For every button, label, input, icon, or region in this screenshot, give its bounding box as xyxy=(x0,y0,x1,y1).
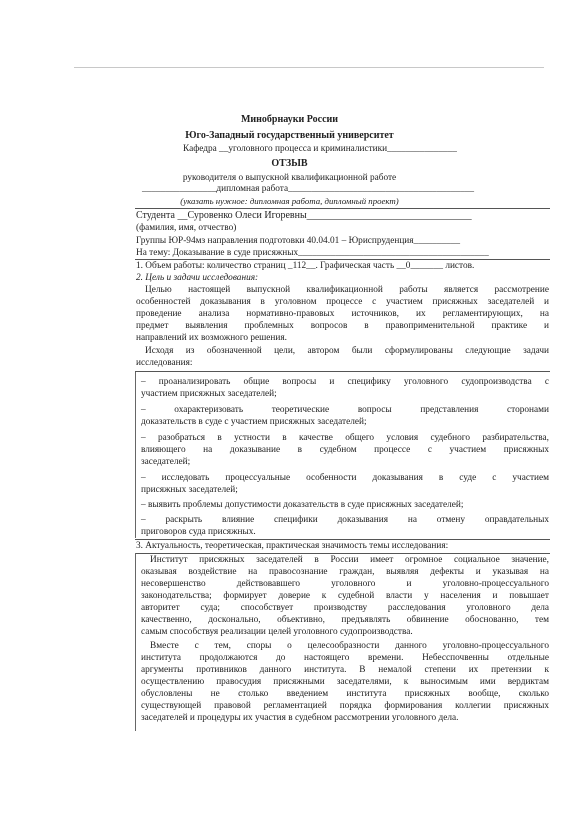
relevance-line: института продолжаются до настоящего времени. Небесспочвенны отдельные xyxy=(141,653,549,663)
divider-line xyxy=(135,553,550,554)
document-title: ОТЗЫВ xyxy=(271,158,308,169)
ministry-name: Минобрнауки России xyxy=(240,114,339,125)
group-line: Группы ЮР-94мз направления подготовки 40.04.01 – Юриспруденция__________ xyxy=(136,236,461,246)
relevance-line: существующей правовой регламентацией порядка формирования коллегии присяжных xyxy=(141,701,549,711)
tasks-intro-line: Исходя из обозначенной цели, автором были сформулированы следующие задачи xyxy=(145,346,549,356)
task-item: доказательств в суде с участием присяжных заседателей; xyxy=(141,417,367,427)
goal-line: Целью настоящей выпускной квалификационной работы является рассмотрение xyxy=(145,285,549,295)
student-name-line: Студента __Суровенко Олеси Игоревны_________________________________ xyxy=(136,210,472,221)
relevance-line: Вместе с тем, споры о целесообразности данного уголовно-процессуального xyxy=(150,641,549,651)
document-subtitle: руководителя о выпускной квалификационной работе xyxy=(182,173,397,183)
divider-line xyxy=(135,371,550,372)
relevance-line: несовершенство действовавшего уголовного и уголовно-процессуального xyxy=(141,579,549,589)
relevance-line: законодательства; формирует доверие к судебной власти у населения и повышает xyxy=(141,591,549,601)
task-item: приговоров суда присяжных. xyxy=(141,527,256,537)
divider-line xyxy=(135,208,550,209)
task-item: – раскрыть влияние специфики доказывания на отмену оправдательных xyxy=(141,515,549,525)
task-item: влияющего на доказывание в судебном процессе с участием присяжных xyxy=(141,445,549,455)
goal-line: проведение анализа нормативно-правовых источников, их регламентирующих, на xyxy=(136,309,549,319)
task-item: – разобраться в устности в качестве общего условия судебного разбирательства, xyxy=(141,433,549,443)
section-2-title: 2. Цель и задачи исследования: xyxy=(136,273,259,283)
relevance-line: Институт присяжных заседателей в России имеет огромное социальное значение, xyxy=(150,555,549,565)
student-name-hint: (фамилия, имя, отчество) xyxy=(136,223,237,233)
section-3-title: 3. Актуальность, теоретическая, практическая значимость темы исследования: xyxy=(136,541,449,551)
relevance-line: осуществлению правосудия присяжными заседателями, к выносимым ими вердиктам xyxy=(141,677,549,687)
relevance-line: обусловлены не столько введением института присяжных вообще, сколько xyxy=(141,689,549,699)
task-item: участием присяжных заседателей; xyxy=(141,389,277,399)
task-item: – проанализировать общие вопросы и специфику уголовного судопроизводства с xyxy=(141,377,549,387)
goal-line: направлений их возможного решения. xyxy=(136,333,287,343)
work-type-line: ________________дипломная работа________________________________________ xyxy=(142,184,475,194)
relevance-line: качественно, досконально, объективно, предъявлять обвинение обоснованно, тем xyxy=(141,615,549,625)
relevance-line: оказывая воздействие на правосознание граждан, выявляя дефекты и указывая на xyxy=(141,567,549,577)
task-item: заседателей; xyxy=(141,457,191,467)
goal-line: предмет выявления проблемных вопросов в правоприменительной практике и xyxy=(136,321,549,331)
relevance-line: авторитет суда; способствует производству расследования уголовного дела xyxy=(141,603,549,613)
tasks-box-border xyxy=(135,372,136,538)
relevance-line: самым способствуя реализации целей уголовного судопроизводства. xyxy=(141,627,413,637)
work-volume-line: 1. Объем работы: количество страниц _112__. Графическая часть __0_______ листов. xyxy=(136,261,475,271)
relevance-line: аргументы противников данного института. В немалой степени их претензии к xyxy=(141,665,549,675)
university-name: Юго-Западный государственный университет xyxy=(185,130,394,141)
tasks-intro-line: исследования: xyxy=(136,358,193,368)
task-item: присяжных заседателей; xyxy=(141,485,238,495)
task-item: – охарактеризовать теоретические вопросы представления сторонами xyxy=(141,405,549,415)
divider-line xyxy=(135,259,550,260)
topic-line: На тему: Доказывание в суде присяжных_________________________________________ xyxy=(136,248,489,258)
department-line: Кафедра __уголовного процесса и криминалистики_______________ xyxy=(183,144,457,154)
work-type-hint: (указать нужное: дипломная работа, дипломный проект) xyxy=(180,196,399,206)
section-3-box-border xyxy=(135,553,136,731)
goal-line: особенностей доказывания в уголовном процессе с участием присяжных заседателей и xyxy=(136,297,549,307)
task-item: – исследовать процессуальные особенности доказывания в суде с участием xyxy=(141,473,549,483)
relevance-line: заседателей и процедуры их участия в судебном рассмотрении уголовного дела. xyxy=(141,713,459,723)
task-item: – выявить проблемы допустимости доказательств в суде присяжных заседателей; xyxy=(141,500,464,510)
divider-line xyxy=(135,539,550,540)
